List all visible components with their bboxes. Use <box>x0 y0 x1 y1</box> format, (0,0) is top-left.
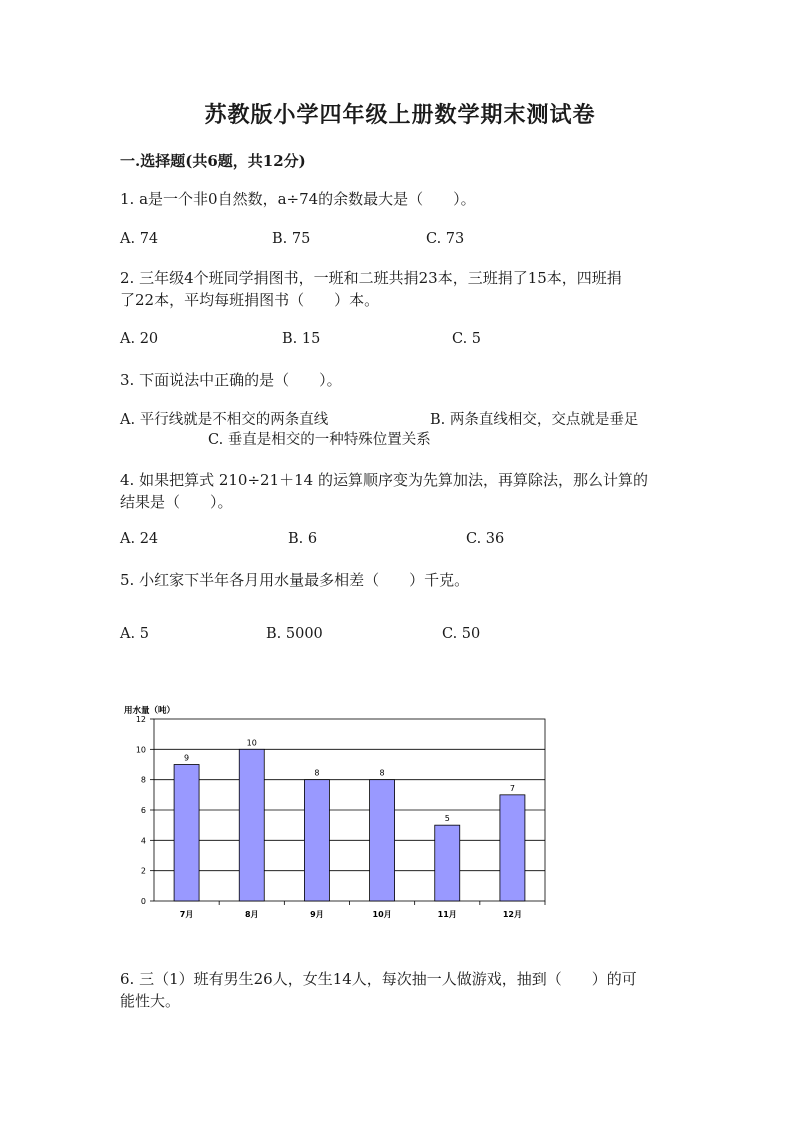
question-5-text: 5. 小红家下半年各月用水量最多相差（ ）千克。 <box>120 571 470 589</box>
chart-data-label: 7 <box>509 783 515 793</box>
chart-x-tick-label: 12月 <box>502 910 522 919</box>
chart-data-label: 8 <box>314 768 320 778</box>
chart-y-tick-label: 12 <box>135 715 146 724</box>
chart-y-tick-label: 6 <box>140 806 146 815</box>
chart-x-tick-label: 9月 <box>310 910 324 919</box>
chart-y-tick-label: 0 <box>140 897 146 906</box>
chart-y-tick-label: 10 <box>135 745 146 755</box>
chart-y-tick-label: 4 <box>140 836 146 846</box>
section-heading: 一.选择题(共6题，共12分) <box>120 152 306 170</box>
question-2-option-c[interactable]: C. 5 <box>452 331 482 347</box>
question-5-option-a[interactable]: A. 5 <box>120 626 149 642</box>
water-usage-bar-chart <box>118 700 558 930</box>
question-1-option-b[interactable]: B. 75 <box>272 231 311 247</box>
question-3-option-a[interactable]: A. 平行线就是不相交的两条直线 <box>120 412 329 428</box>
chart-x-tick-label: 10月 <box>372 910 392 919</box>
question-2-text-line2: 了22本，平均每班捐图书（ ）本。 <box>120 291 380 309</box>
page-title: 苏教版小学四年级上册数学期末测试卷 <box>204 102 596 128</box>
question-6-text-line1: 6. 三（1）班有男生26人，女生14人，每次抽一人做游戏，抽到（ ）的可 <box>120 970 637 988</box>
question-3-text: 3. 下面说法中正确的是（ ）。 <box>120 371 342 389</box>
question-1-option-a[interactable]: A. 74 <box>120 231 159 247</box>
chart-bar <box>174 765 199 902</box>
question-5-option-c[interactable]: C. 50 <box>442 626 481 642</box>
chart-data-label: 10 <box>246 738 257 748</box>
chart-bar <box>435 825 460 901</box>
question-2-option-b[interactable]: B. 15 <box>282 331 321 347</box>
chart-x-tick-label: 8月 <box>244 910 259 919</box>
question-2-option-a[interactable]: A. 20 <box>120 331 159 347</box>
question-1-text: 1. a是一个非0自然数，a÷74的余数最大是（ ）。 <box>120 190 476 208</box>
chart-bar <box>304 780 329 901</box>
question-3-option-b[interactable]: B. 两条直线相交，交点就是垂足 <box>430 412 639 428</box>
chart-bar <box>370 780 395 901</box>
question-3-option-c[interactable]: C. 垂直是相交的一种特殊位置关系 <box>208 432 431 448</box>
question-5-option-b[interactable]: B. 5000 <box>266 626 323 642</box>
question-4-option-c[interactable]: C. 36 <box>466 531 505 547</box>
chart-data-label: 8 <box>379 768 385 778</box>
chart-data-label: 5 <box>444 814 450 824</box>
chart-y-tick-label: 2 <box>140 866 146 876</box>
chart-bar <box>239 749 264 901</box>
chart-y-axis-label: 用水量（吨） <box>124 706 176 716</box>
question-4-text-line2: 结果是（ ）。 <box>120 493 233 511</box>
question-1-option-c[interactable]: C. 73 <box>426 231 465 247</box>
question-4-text-line1: 4. 如果把算式 210÷21＋14 的运算顺序变为先算加法，再算除法，那么计算的 <box>120 471 648 489</box>
question-4-option-b[interactable]: B. 6 <box>288 531 318 547</box>
question-4-option-a[interactable]: A. 24 <box>120 531 159 547</box>
chart-x-tick-label: 7月 <box>179 910 194 919</box>
chart-bar <box>500 795 525 901</box>
question-6-text-line2: 能性大。 <box>120 992 181 1010</box>
chart-y-tick-label: 8 <box>140 775 146 785</box>
chart-x-tick-label: 11月 <box>437 910 457 919</box>
question-2-text-line1: 2. 三年级4个班同学捐图书，一班和二班共捐23本，三班捐了15本，四班捐 <box>120 269 622 287</box>
chart-data-label: 9 <box>184 753 190 763</box>
